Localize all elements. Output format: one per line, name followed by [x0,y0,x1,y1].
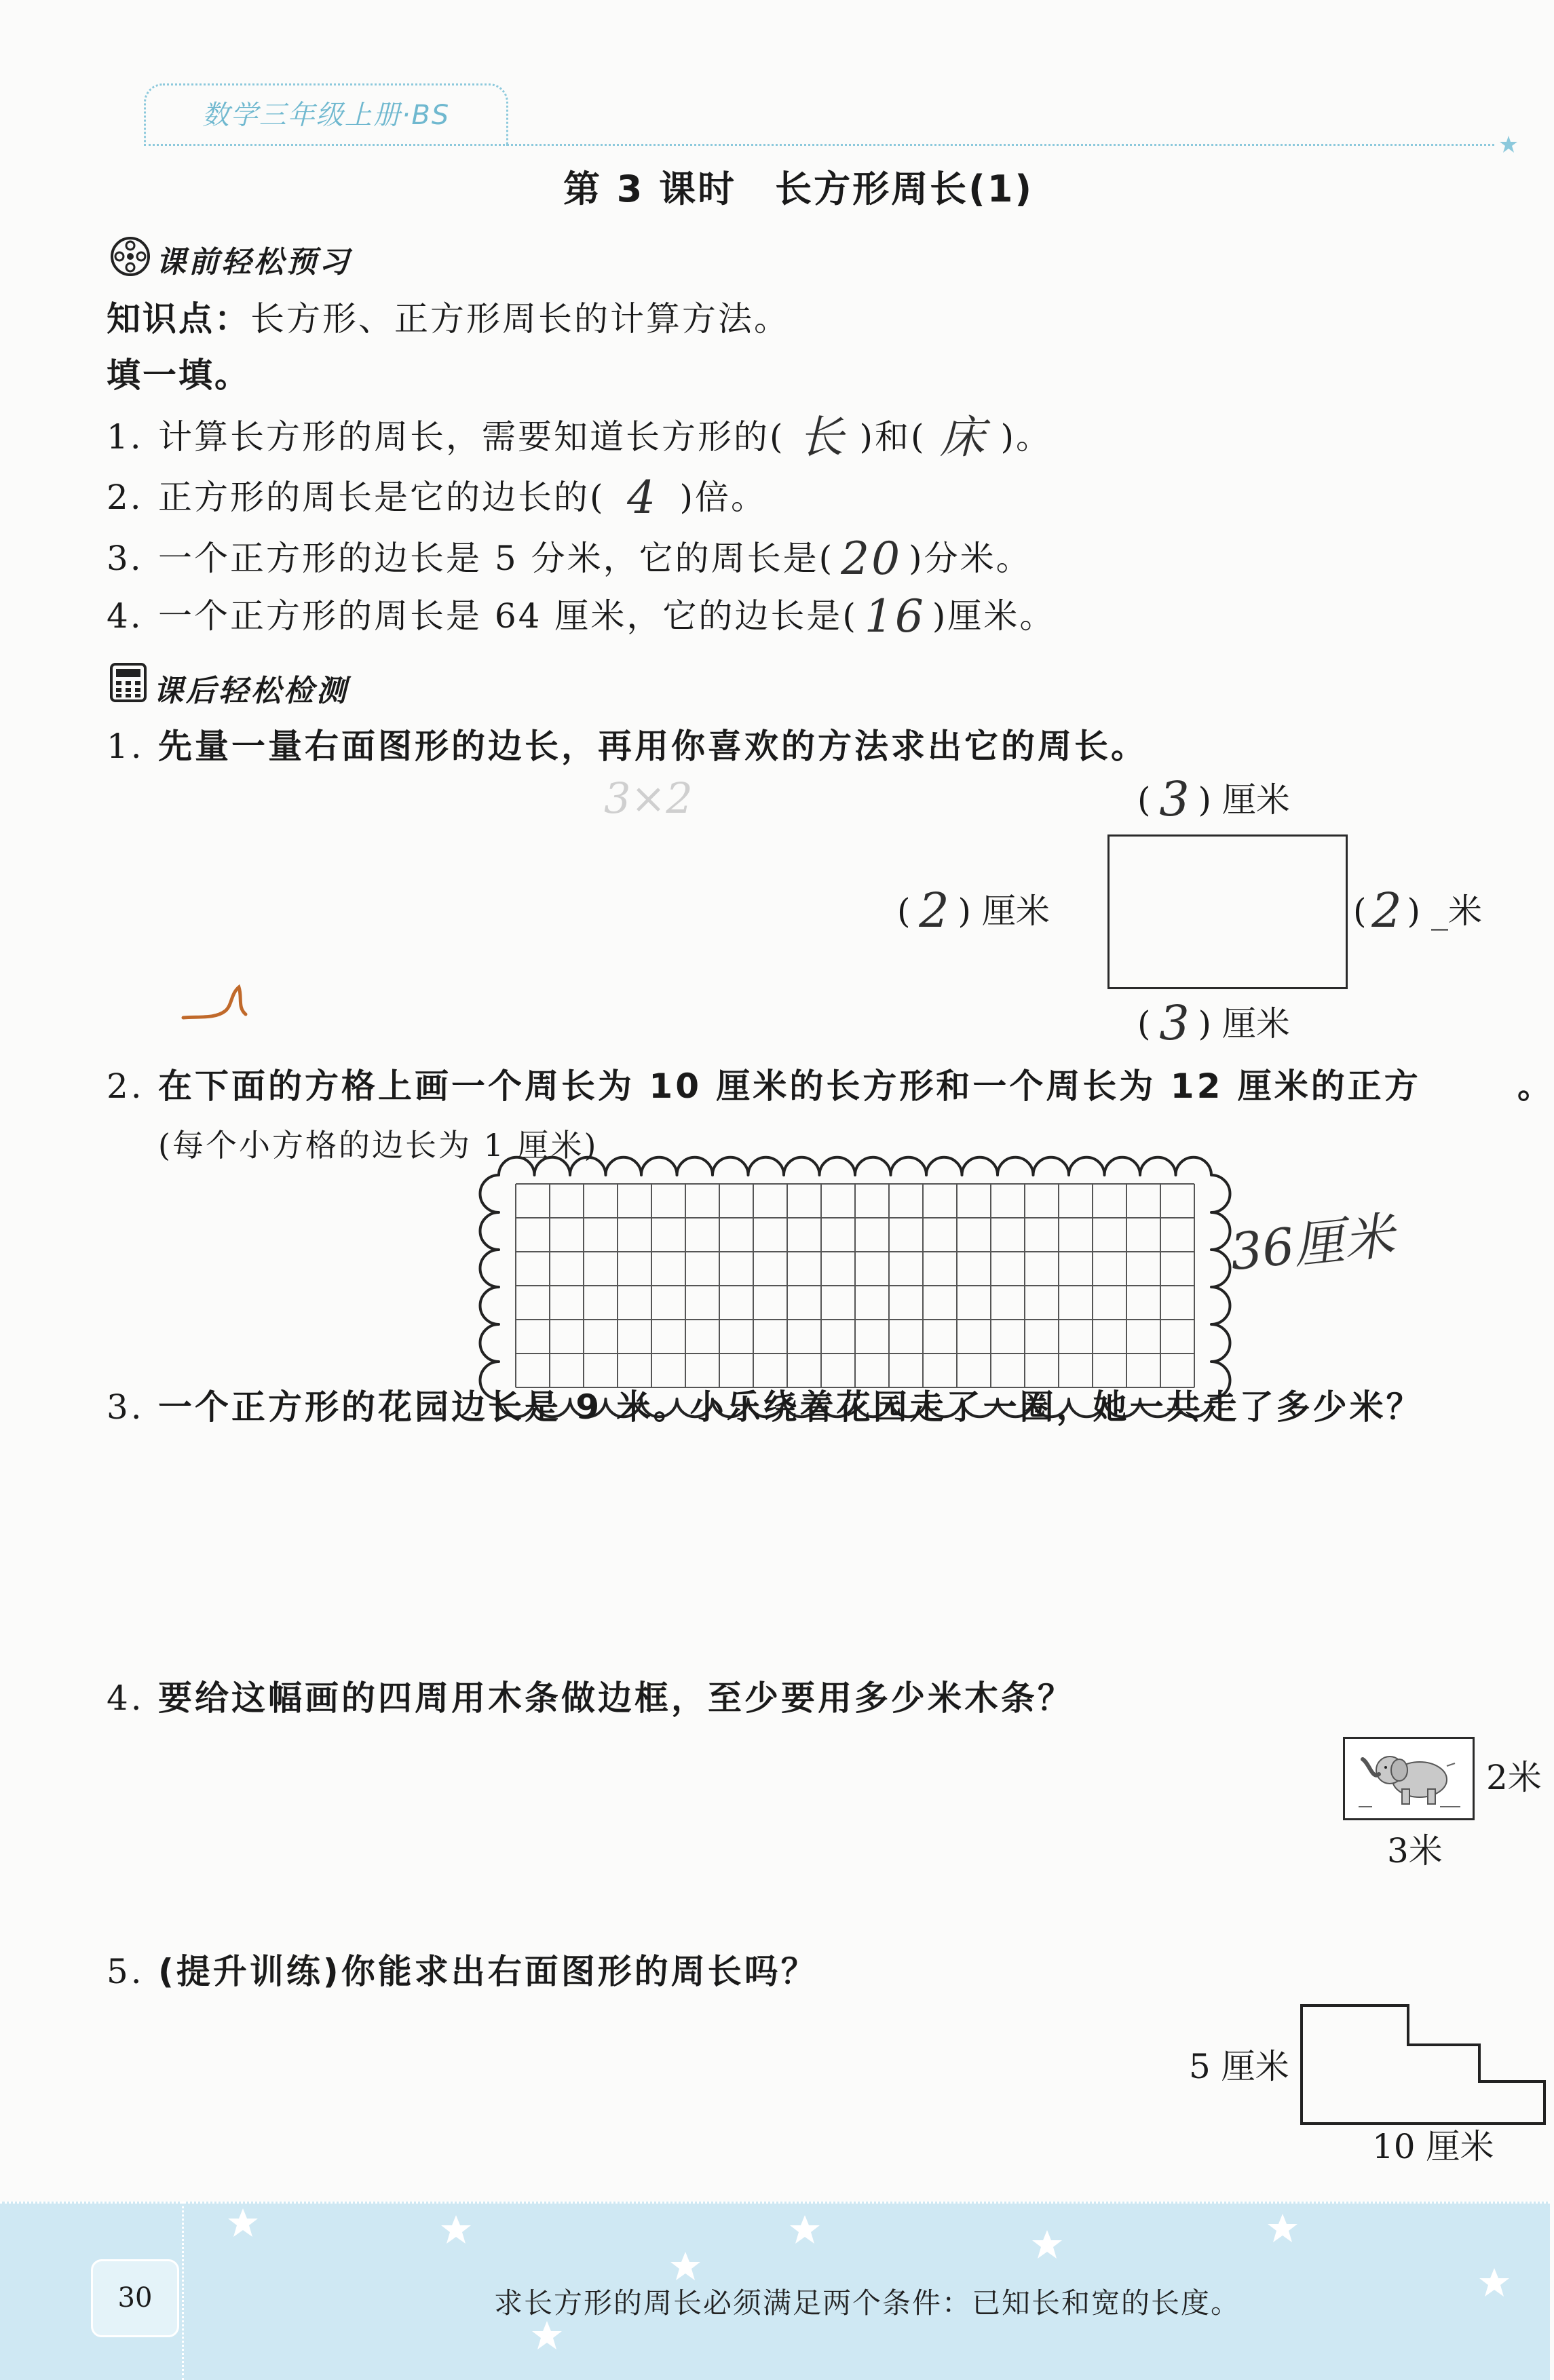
answer-blank[interactable]: 长 [799,411,846,463]
question-text: (提升训练)你能求出右面图形的周长吗？ [158,1952,818,1991]
preview-item-3 [107,533,1032,585]
picture-width-label: 3米 [1387,1831,1443,1870]
item-text: 一个正方形的周长是 64 厘米，它的边长是( [158,596,858,636]
answer-blank[interactable]: 床 [940,411,987,463]
elephant-picture [1343,1737,1475,1820]
rect-bottom-label [1137,995,1290,1051]
answer-blank[interactable]: 16 [864,590,926,642]
item-number: 2. [107,478,143,517]
star-icon [670,2252,700,2280]
item-text: )厘米。 [932,596,1056,636]
page-title: 第 3 课时 长方形周长(1) [563,168,1034,210]
rect-left-label [897,883,1050,938]
question-2-tail: 。 [1517,1067,1554,1106]
star-icon [1479,2268,1509,2297]
paren: ) [1198,1004,1212,1043]
answer-blank[interactable]: 4 [627,472,658,524]
star-icon [228,2208,258,2237]
item-text: )。 [1000,417,1053,457]
fill-in-label: 填一填。 [107,356,250,395]
question-text: 一个正方形的花园边长是 9 米。小乐绕着花园走了一圈，她一共走了多少米？ [158,1387,1423,1427]
film-reel-icon [109,235,151,277]
question-1 [107,727,1148,765]
question-text: 在下面的方格上画一个周长为 10 厘米的长方形和一个周长为 12 厘米的正方 [158,1067,1421,1106]
question-2-note: (每个小方格的边长为 1 厘米) [158,1127,599,1164]
unit-label: 厘米 [981,891,1050,931]
item-text: 一个正方形的边长是 5 分米，它的周长是( [158,539,835,578]
star-icon [790,2215,820,2244]
star-icon [1268,2214,1297,2242]
book-tab: 数学三年级上册·BS [144,83,508,146]
question-5 [107,1953,818,1991]
paren: ( [1137,1004,1151,1043]
answer-blank[interactable]: 20 [841,533,903,585]
answer-blank[interactable]: 3 [1159,771,1190,827]
answer-blank[interactable]: 2 [919,883,949,938]
paren: ( [1137,780,1151,820]
paren: ( [1353,891,1367,931]
question-number: 2. [107,1067,145,1106]
star-icon [532,2321,562,2349]
shape-width-label: 10 厘米 [1372,2127,1494,2166]
handwritten-answer: 36厘米 [1227,1206,1397,1282]
question-2 [107,1067,1421,1105]
item-number: 4. [107,596,143,636]
knowledge-text: 长方形、正方形周长的计算方法。 [250,299,790,339]
preview-item-1 [107,411,1053,463]
pen-mark [178,977,259,1031]
unit-label: 厘米 [1221,780,1290,820]
item-text: )分米。 [909,539,1032,578]
preview-item-4 [107,590,1056,642]
question-number: 1. [107,727,145,766]
paren: ) [958,891,972,931]
question-text: 要给这幅画的四周用木条做边框，至少要用多少米木条？ [158,1678,1074,1718]
footer-tip: 求长方形的周长必须满足两个条件：已知长和宽的长度。 [494,2286,1241,2320]
rect-right-label [1353,883,1546,938]
question-4 [107,1679,1074,1717]
question-3 [107,1388,1423,1426]
paren: ) [1407,891,1421,931]
star-icon [1498,134,1519,155]
item-number: 3. [107,539,143,578]
preview-heading: 课前轻松预习 [156,245,352,280]
header-divider [144,144,1494,146]
item-text: 计算长方形的周长，需要知道长方形的( [158,417,785,457]
item-text: )和( [859,417,926,457]
unit-label: _米 [1430,891,1482,931]
preview-item-2 [107,472,767,524]
unit-label: 厘米 [1221,1004,1290,1043]
star-icon [1032,2230,1062,2259]
question-text: 先量一量右面图形的边长，再用你喜欢的方法求出它的周长。 [158,727,1148,766]
item-text: 正方形的周长是它的边长的( [158,478,605,517]
paren: ( [897,891,911,931]
measure-rectangle [1107,834,1348,989]
check-heading: 课后轻松检测 [153,674,349,708]
question-number: 3. [107,1387,145,1427]
rect-top-label [1137,771,1290,827]
calculator-icon [109,662,147,703]
knowledge-point [107,300,790,338]
answer-blank[interactable]: 3 [1159,995,1190,1051]
question-number: 4. [107,1678,145,1718]
staircase-shape [1289,1995,1550,2137]
answer-blank[interactable]: 2 [1371,883,1402,938]
knowledge-label: 知识点： [107,299,250,339]
star-icon [441,2215,471,2244]
shape-height-label: 5 厘米 [1189,2047,1289,2086]
item-text: )倍。 [679,478,767,517]
paren: ) [1198,780,1212,820]
question-number: 5. [107,1952,145,1991]
picture-height-label: 2米 [1486,1758,1542,1797]
pencil-scribble: 3×2 [604,773,693,823]
elephant-icon [1345,1739,1473,1818]
item-number: 1. [107,417,143,457]
page-number: 30 [91,2259,179,2337]
